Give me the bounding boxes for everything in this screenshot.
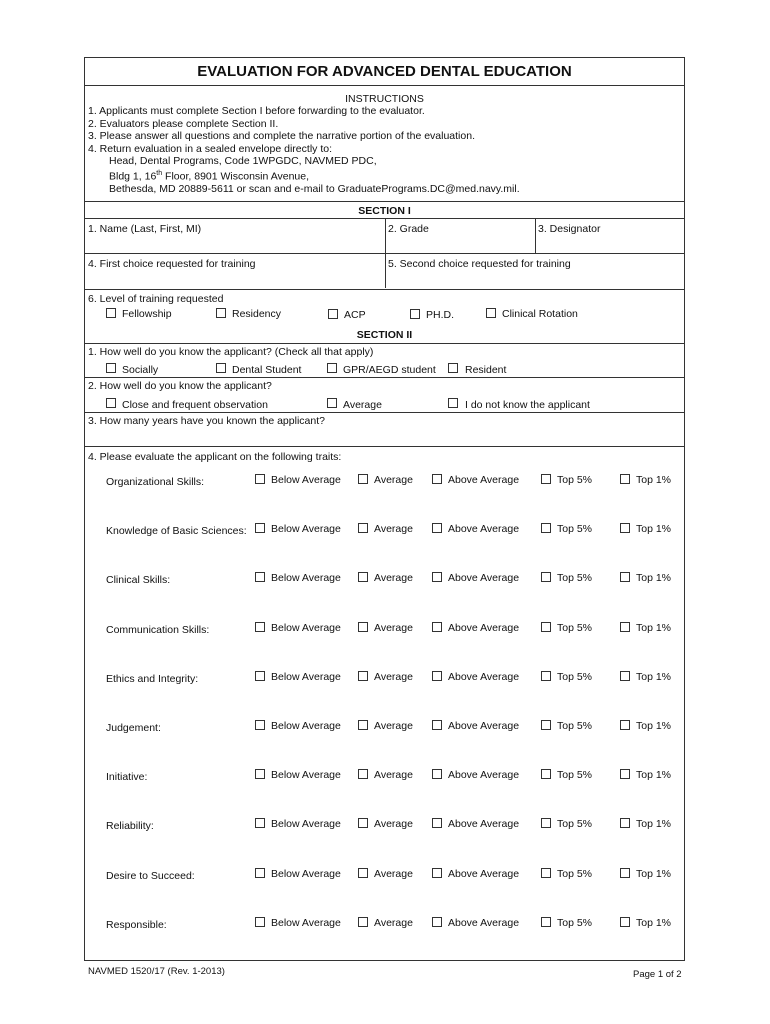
address-part: Floor, 8901 Wisconsin Avenue, bbox=[162, 170, 310, 182]
rating-label: Above Average bbox=[448, 818, 520, 830]
rating-checkbox[interactable] bbox=[620, 523, 630, 533]
dental-student-label: Dental Student bbox=[232, 364, 302, 376]
trait-label: Knowledge of Basic Sciences: bbox=[106, 525, 247, 537]
trait-label: Reliability: bbox=[106, 820, 154, 832]
clinical-rotation-label: Clinical Rotation bbox=[502, 308, 578, 320]
form-title: EVALUATION FOR ADVANCED DENTAL EDUCATION bbox=[197, 63, 572, 80]
rating-checkbox[interactable] bbox=[541, 622, 551, 632]
rating-checkbox[interactable] bbox=[432, 671, 442, 681]
rating-label: Top 5% bbox=[557, 917, 593, 929]
section-1-heading: SECTION I bbox=[358, 205, 411, 217]
rating-label: Average bbox=[374, 720, 413, 732]
rating-label: Below Average bbox=[271, 720, 341, 732]
rating-checkbox[interactable] bbox=[432, 572, 442, 582]
close-observation-label: Close and frequent observation bbox=[122, 399, 268, 411]
designator-field-label: 3. Designator bbox=[538, 223, 601, 235]
rating-label: Average bbox=[374, 622, 413, 634]
rating-checkbox[interactable] bbox=[358, 769, 368, 779]
rating-checkbox[interactable] bbox=[620, 720, 630, 730]
rating-checkbox[interactable] bbox=[255, 868, 265, 878]
section-2-heading: SECTION II bbox=[356, 329, 413, 341]
rating-label: Above Average bbox=[448, 622, 520, 634]
rating-label: Below Average bbox=[271, 474, 341, 486]
rating-checkbox[interactable] bbox=[541, 818, 551, 828]
rating-checkbox[interactable] bbox=[432, 917, 442, 927]
address-line: Head, Dental Programs, Code 1WPGDC, NAVMED PDC, bbox=[109, 155, 377, 167]
rating-checkbox[interactable] bbox=[432, 474, 442, 484]
rating-checkbox[interactable] bbox=[358, 868, 368, 878]
rating-label: Top 5% bbox=[557, 818, 593, 830]
question-3: 3. How many years have you known the applicant? bbox=[88, 415, 325, 427]
rating-checkbox[interactable] bbox=[432, 720, 442, 730]
divider bbox=[85, 201, 684, 202]
rating-checkbox[interactable] bbox=[620, 917, 630, 927]
average-knowledge-label: Average bbox=[343, 399, 382, 411]
rating-checkbox[interactable] bbox=[620, 474, 630, 484]
rating-checkbox[interactable] bbox=[358, 917, 368, 927]
rating-label: Average bbox=[374, 572, 413, 584]
name-field[interactable] bbox=[87, 235, 383, 252]
rating-checkbox[interactable] bbox=[255, 523, 265, 533]
second-choice-label: 5. Second choice requested for training bbox=[388, 258, 571, 270]
instruction-line: 2. Evaluators please complete Section II. bbox=[88, 117, 279, 130]
trait-label: Organizational Skills: bbox=[106, 476, 205, 488]
rating-checkbox[interactable] bbox=[620, 572, 630, 582]
trait-label: Judgement: bbox=[106, 722, 161, 734]
resident-label: Resident bbox=[465, 364, 507, 376]
rating-checkbox[interactable] bbox=[541, 720, 551, 730]
average-knowledge-radio[interactable] bbox=[327, 398, 337, 408]
rating-checkbox[interactable] bbox=[620, 818, 630, 828]
form-number: NAVMED 1520/17 (Rev. 1-2013) bbox=[88, 966, 225, 977]
socially-label: Socially bbox=[122, 364, 159, 376]
rating-label: Average bbox=[374, 818, 413, 830]
rating-label: Top 1% bbox=[636, 572, 672, 584]
rating-label: Top 5% bbox=[557, 474, 593, 486]
rating-label: Top 1% bbox=[636, 671, 672, 683]
question-2: 2. How well do you know the applicant? bbox=[88, 380, 272, 392]
years-known-field[interactable] bbox=[335, 414, 675, 444]
rating-checkbox[interactable] bbox=[432, 523, 442, 533]
trait-label: Communication Skills: bbox=[106, 624, 210, 636]
divider bbox=[85, 412, 684, 413]
rating-label: Top 5% bbox=[557, 671, 593, 683]
rating-checkbox[interactable] bbox=[620, 671, 630, 681]
trait-label: Clinical Skills: bbox=[106, 574, 171, 586]
instruction-line: 3. Please answer all questions and complete the narrative portion of the evaluation. bbox=[88, 130, 475, 142]
gpr-aegd-label: GPR/AEGD student bbox=[343, 364, 436, 376]
instruction-line: 4. Return evaluation in a sealed envelope directly to: bbox=[88, 142, 332, 155]
rating-label: Below Average bbox=[271, 769, 341, 781]
evaluation-form bbox=[84, 57, 685, 961]
rating-checkbox[interactable] bbox=[620, 622, 630, 632]
rating-checkbox[interactable] bbox=[255, 769, 265, 779]
do-not-know-label: I do not know the applicant bbox=[465, 399, 590, 411]
rating-label: Top 1% bbox=[636, 769, 672, 781]
rating-checkbox[interactable] bbox=[358, 523, 368, 533]
rating-label: Top 1% bbox=[636, 474, 672, 486]
rating-checkbox[interactable] bbox=[255, 474, 265, 484]
rating-checkbox[interactable] bbox=[541, 868, 551, 878]
divider bbox=[535, 218, 536, 253]
trait-label: Initiative: bbox=[106, 771, 148, 783]
rating-checkbox[interactable] bbox=[358, 671, 368, 681]
rating-label: Above Average bbox=[448, 474, 520, 486]
rating-label: Top 5% bbox=[557, 523, 593, 535]
address-sup: th bbox=[156, 169, 163, 177]
gpr-aegd-checkbox[interactable] bbox=[327, 363, 337, 373]
second-choice-field[interactable] bbox=[387, 270, 683, 287]
rating-checkbox[interactable] bbox=[255, 572, 265, 582]
rating-checkbox[interactable] bbox=[541, 917, 551, 927]
rating-label: Top 1% bbox=[636, 720, 672, 732]
rating-checkbox[interactable] bbox=[358, 818, 368, 828]
rating-label: Top 1% bbox=[636, 622, 672, 634]
divider bbox=[85, 343, 684, 344]
first-choice-label: 4. First choice requested for training bbox=[88, 258, 256, 270]
do-not-know-radio[interactable] bbox=[448, 398, 458, 408]
phd-label: PH.D. bbox=[426, 309, 455, 321]
rating-checkbox[interactable] bbox=[255, 622, 265, 632]
rating-label: Below Average bbox=[271, 523, 341, 535]
rating-label: Above Average bbox=[448, 868, 520, 880]
rating-checkbox[interactable] bbox=[255, 671, 265, 681]
rating-label: Top 1% bbox=[636, 523, 672, 535]
rating-checkbox[interactable] bbox=[541, 523, 551, 533]
divider bbox=[85, 85, 684, 86]
socially-checkbox[interactable] bbox=[106, 363, 116, 373]
name-field-label: 1. Name (Last, First, MI) bbox=[88, 223, 202, 235]
rating-label: Above Average bbox=[448, 572, 520, 584]
rating-label: Top 5% bbox=[557, 769, 593, 781]
rating-label: Below Average bbox=[271, 818, 341, 830]
divider bbox=[385, 218, 386, 253]
question-4: 4. Please evaluate the applicant on the following traits: bbox=[88, 451, 342, 463]
rating-checkbox[interactable] bbox=[432, 818, 442, 828]
rating-label: Below Average bbox=[271, 917, 341, 929]
rating-label: Top 1% bbox=[636, 868, 672, 880]
rating-checkbox[interactable] bbox=[541, 671, 551, 681]
grade-field-label: 2. Grade bbox=[388, 223, 429, 235]
instruction-line: 1. Applicants must complete Section I before forwarding to the evaluator. bbox=[88, 105, 425, 117]
dental-student-checkbox[interactable] bbox=[216, 363, 226, 373]
rating-label: Below Average bbox=[271, 572, 341, 584]
rating-checkbox[interactable] bbox=[541, 572, 551, 582]
close-observation-radio[interactable] bbox=[106, 398, 116, 408]
divider bbox=[85, 446, 684, 447]
rating-label: Top 5% bbox=[557, 622, 593, 634]
fellowship-label: Fellowship bbox=[122, 308, 172, 320]
divider bbox=[85, 289, 684, 290]
rating-label: Average bbox=[374, 868, 413, 880]
rating-checkbox[interactable] bbox=[432, 868, 442, 878]
acp-label: ACP bbox=[344, 309, 366, 321]
question-1: 1. How well do you know the applicant? (Check all that apply) bbox=[88, 346, 374, 358]
phd-checkbox[interactable] bbox=[410, 309, 420, 319]
instructions-heading: INSTRUCTIONS bbox=[345, 93, 424, 105]
rating-checkbox[interactable] bbox=[255, 720, 265, 730]
first-choice-field[interactable] bbox=[87, 270, 383, 287]
rating-label: Average bbox=[374, 917, 413, 929]
page-number: Page 1 of 2 bbox=[633, 969, 682, 980]
rating-label: Above Average bbox=[448, 769, 520, 781]
address-line bbox=[88, 168, 520, 183]
rating-label: Above Average bbox=[448, 917, 520, 929]
rating-label: Above Average bbox=[448, 671, 520, 683]
rating-checkbox[interactable] bbox=[541, 769, 551, 779]
rating-label: Below Average bbox=[271, 671, 341, 683]
rating-label: Top 5% bbox=[557, 572, 593, 584]
rating-label: Below Average bbox=[271, 868, 341, 880]
rating-checkbox[interactable] bbox=[358, 622, 368, 632]
rating-label: Top 1% bbox=[636, 818, 672, 830]
rating-checkbox[interactable] bbox=[255, 917, 265, 927]
trait-label: Responsible: bbox=[106, 919, 167, 931]
clinical-rotation-checkbox[interactable] bbox=[486, 308, 496, 318]
rating-label: Average bbox=[374, 769, 413, 781]
rating-label: Average bbox=[374, 474, 413, 486]
rating-label: Average bbox=[374, 671, 413, 683]
rating-label: Top 5% bbox=[557, 720, 593, 732]
training-level-label: 6. Level of training requested bbox=[88, 293, 224, 305]
rating-label: Above Average bbox=[448, 523, 520, 535]
rating-checkbox[interactable] bbox=[432, 769, 442, 779]
acp-checkbox[interactable] bbox=[328, 309, 338, 319]
rating-checkbox[interactable] bbox=[432, 622, 442, 632]
rating-checkbox[interactable] bbox=[255, 818, 265, 828]
residency-checkbox[interactable] bbox=[216, 308, 226, 318]
rating-checkbox[interactable] bbox=[541, 474, 551, 484]
address-part: Bldg 1, 16 bbox=[109, 170, 157, 182]
fellowship-checkbox[interactable] bbox=[106, 308, 116, 318]
rating-label: Average bbox=[374, 523, 413, 535]
rating-checkbox[interactable] bbox=[620, 868, 630, 878]
rating-label: Top 5% bbox=[557, 868, 593, 880]
rating-label: Below Average bbox=[271, 622, 341, 634]
rating-checkbox[interactable] bbox=[358, 572, 368, 582]
rating-label: Above Average bbox=[448, 720, 520, 732]
designator-field[interactable] bbox=[537, 235, 683, 252]
divider bbox=[85, 377, 684, 378]
resident-checkbox[interactable] bbox=[448, 363, 458, 373]
grade-field[interactable] bbox=[387, 235, 533, 252]
trait-label: Ethics and Integrity: bbox=[106, 673, 199, 685]
trait-label: Desire to Succeed: bbox=[106, 870, 195, 882]
instructions-list bbox=[88, 105, 520, 195]
rating-checkbox[interactable] bbox=[358, 720, 368, 730]
rating-checkbox[interactable] bbox=[620, 769, 630, 779]
rating-checkbox[interactable] bbox=[358, 474, 368, 484]
rating-label: Top 1% bbox=[636, 917, 672, 929]
divider bbox=[385, 253, 386, 288]
residency-label: Residency bbox=[232, 308, 282, 320]
address-line: Bethesda, MD 20889-5611 or scan and e-mail to GraduatePrograms.DC@med.navy.mil. bbox=[109, 182, 520, 195]
